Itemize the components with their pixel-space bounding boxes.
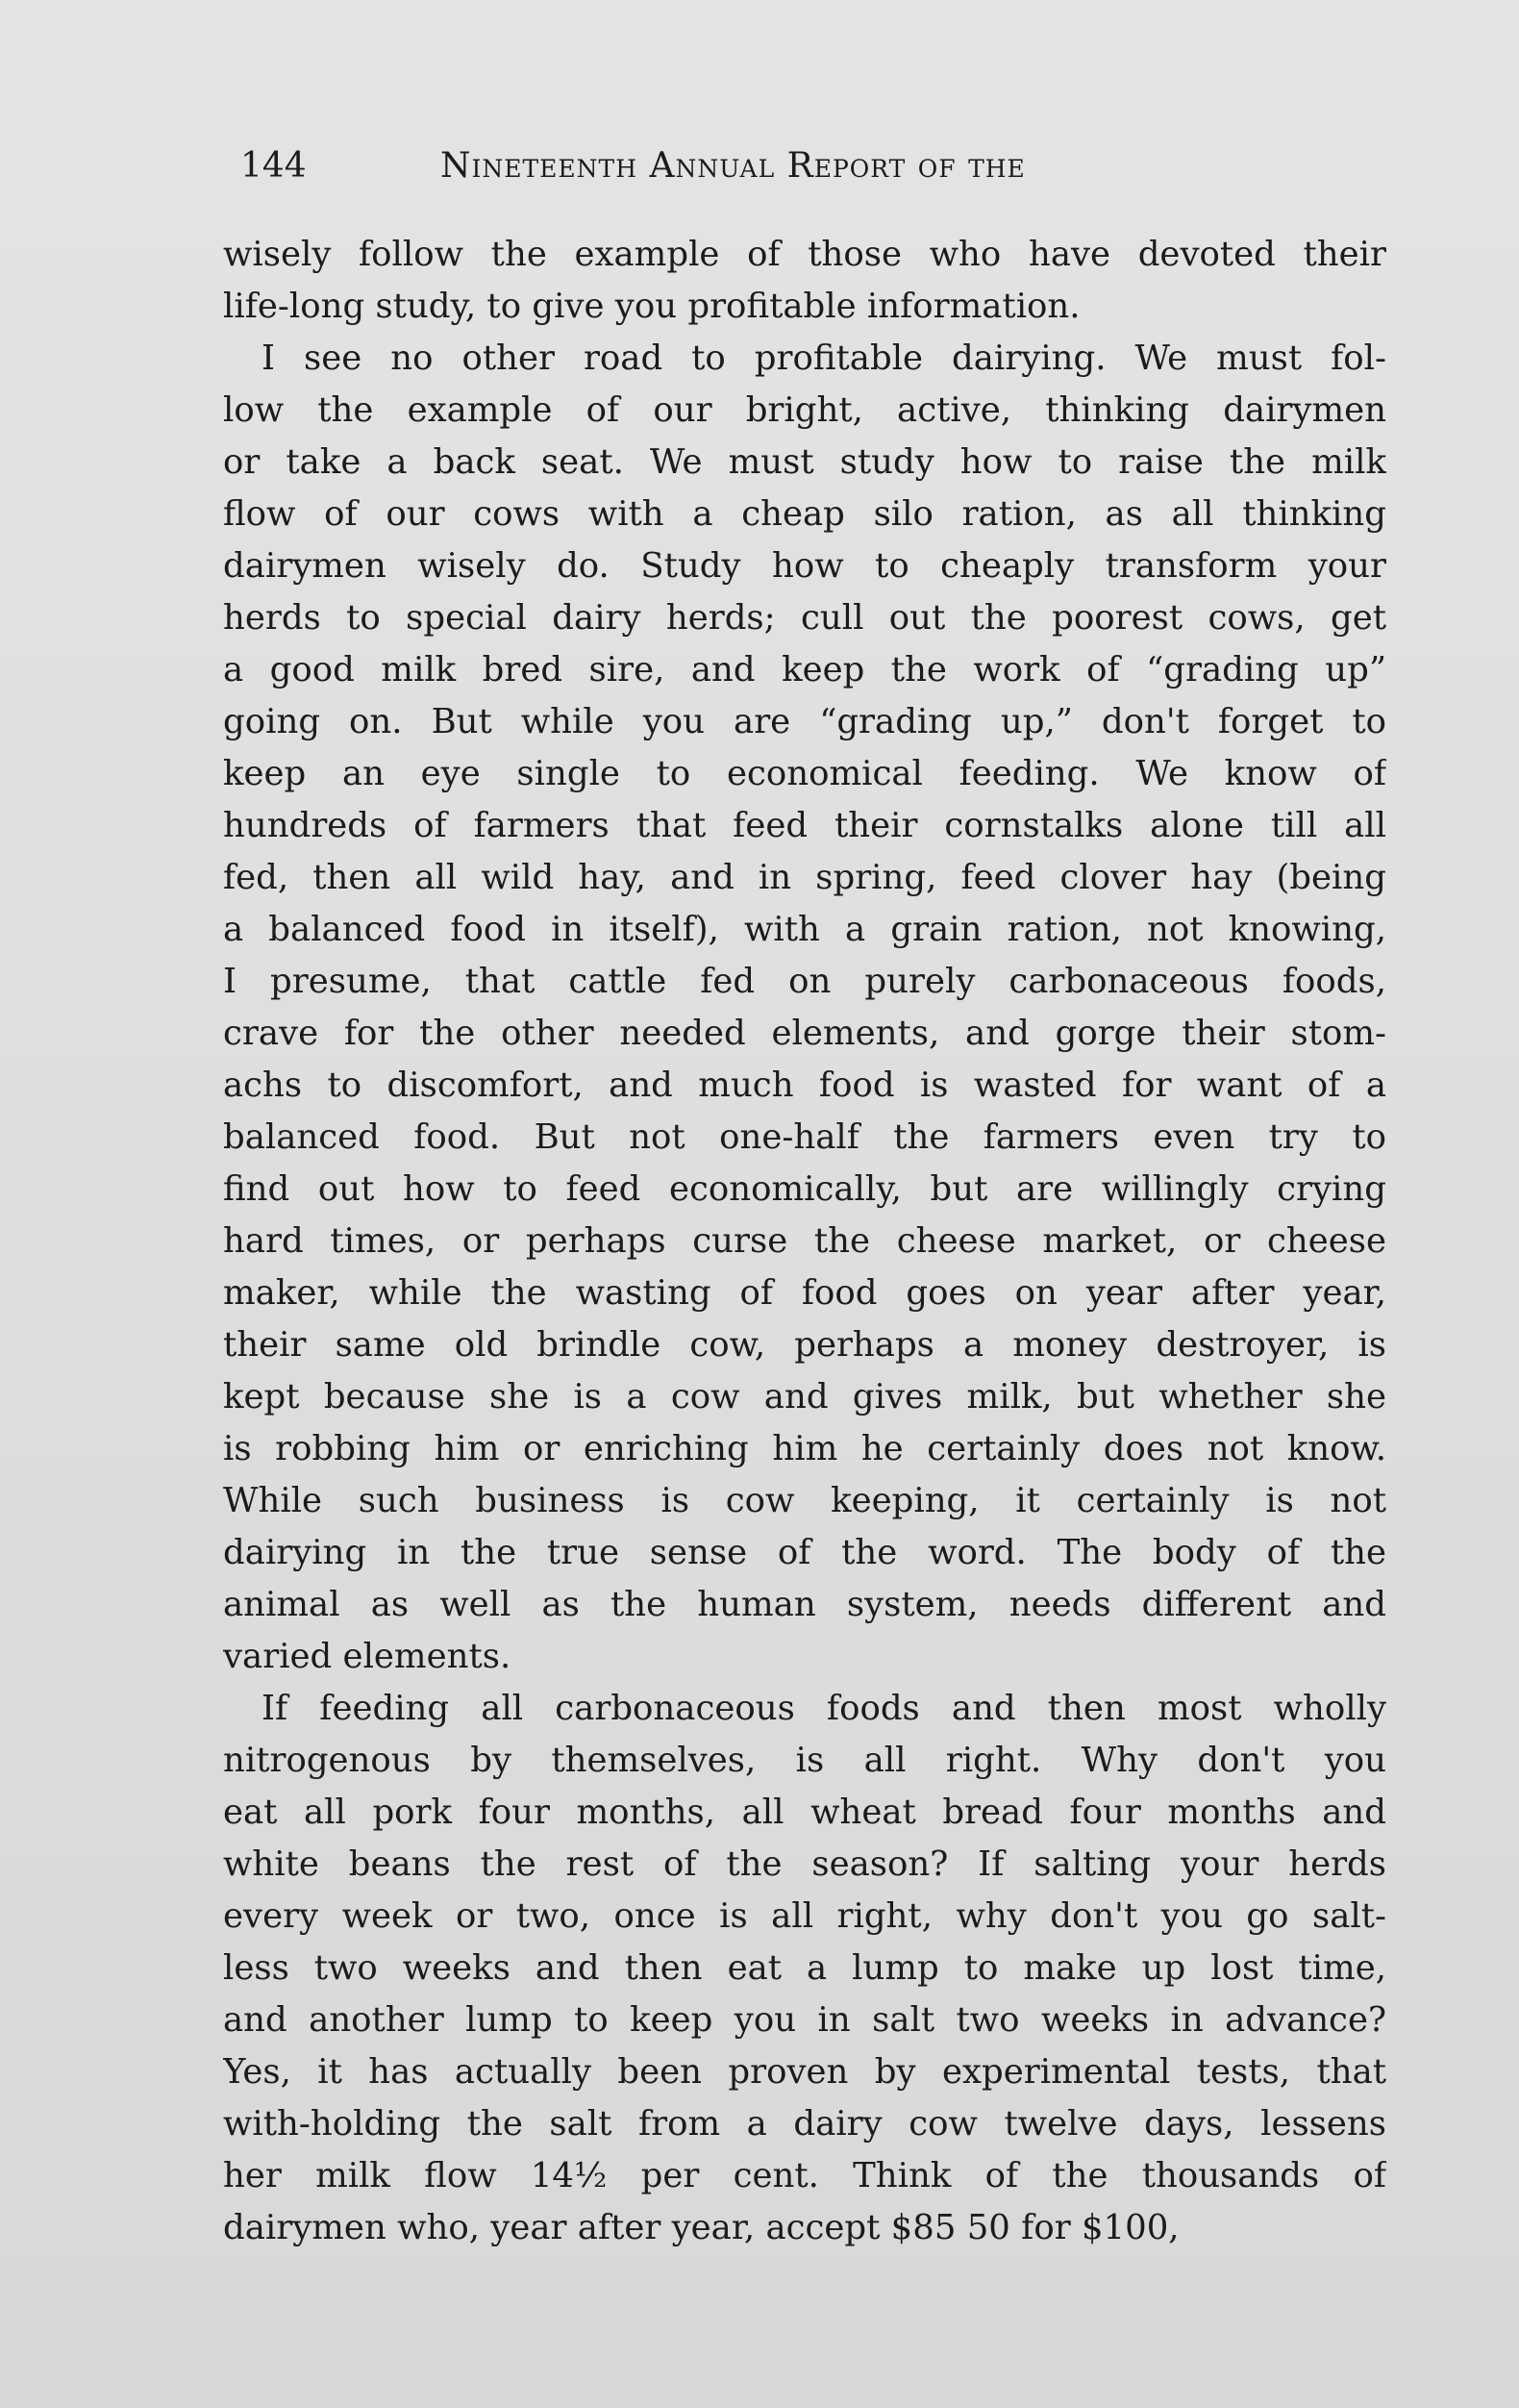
text-line: hard times, or perhaps curse the cheese market, or cheese xyxy=(223,1221,1386,1261)
text-line: While such business is cow keeping, it certainly is not xyxy=(223,1481,1386,1520)
text-line: herds to special dairy herds; cull out the poorest cows, get xyxy=(223,598,1386,638)
text-line: a balanced food in itself), with a grain ration, not knowing, xyxy=(223,910,1386,949)
paragraph xyxy=(223,333,1386,1683)
paragraph xyxy=(223,1683,1386,2254)
text-line: find out how to feed economically, but are willingly crying xyxy=(223,1169,1386,1209)
text-line: varied elements. xyxy=(223,1637,511,1676)
text-line: and another lump to keep you in salt two weeks in advance? xyxy=(223,2000,1386,2040)
text-line: maker, while the wasting of food goes on year after year, xyxy=(223,1273,1386,1313)
text-line: balanced food. But not one-half the farmers even try to xyxy=(223,1117,1386,1157)
text-line: dairying in the true sense of the word. The body of the xyxy=(223,1533,1386,1572)
text-line: Yes, it has actually been proven by experimental tests, that xyxy=(223,2052,1386,2092)
text-line: going on. But while you are “grading up,” don't forget to xyxy=(223,702,1386,741)
text-line: every week or two, once is all right, why don't you go salt- xyxy=(223,1896,1386,1936)
running-title: Nineteenth Annual Report of the xyxy=(440,146,1026,186)
text-line: is robbing him or enriching him he certainly does not know. xyxy=(223,1429,1386,1468)
text-line: kept because she is a cow and gives milk, but whether she xyxy=(223,1377,1386,1417)
paragraph xyxy=(223,229,1386,333)
text-line: If feeding all carbonaceous foods and then most wholly xyxy=(261,1689,1386,1728)
text-line: eat all pork four months, all wheat bread four months and xyxy=(223,1793,1386,1832)
body-text xyxy=(223,229,1386,2254)
text-line: low the example of our bright, active, thinking dairymen xyxy=(223,390,1386,430)
text-line: life-long study, to give you profitable information. xyxy=(223,287,1081,326)
text-line: achs to discomfort, and much food is wasted for want of a xyxy=(223,1066,1386,1105)
text-line: I presume, that cattle fed on purely carbonaceous foods, xyxy=(223,962,1386,1001)
text-line: keep an eye single to economical feeding. We know of xyxy=(223,754,1386,793)
text-line: nitrogenous by themselves, is all right. Why don't you xyxy=(223,1741,1386,1780)
text-line: a good milk bred sire, and keep the work of “grading up” xyxy=(223,650,1386,690)
text-line: or take a back seat. We must study how to raise the milk xyxy=(223,442,1386,482)
page-header xyxy=(240,139,1202,193)
text-line: white beans the rest of the season? If salting your herds xyxy=(223,1844,1386,1884)
text-line: dairymen wisely do. Study how to cheaply transform your xyxy=(223,546,1386,586)
text-line: animal as well as the human system, needs different and xyxy=(223,1585,1386,1624)
page-number: 144 xyxy=(240,146,307,186)
text-line: her milk flow 14½ per cent. Think of the thousands of xyxy=(223,2156,1386,2195)
text-line: hundreds of farmers that feed their cornstalks alone till all xyxy=(223,806,1386,845)
text-line: with-holding the salt from a dairy cow twelve days, lessens xyxy=(223,2104,1386,2144)
text-line: flow of our cows with a cheap silo ration, as all thinking xyxy=(223,494,1386,534)
text-line: dairymen who, year after year, accept $85 50 for $100, xyxy=(223,2208,1180,2247)
text-line: wisely follow the example of those who have devoted their xyxy=(223,235,1386,274)
text-line: less two weeks and then eat a lump to make up lost time, xyxy=(223,1948,1386,1988)
text-line: I see no other road to profitable dairying. We must fol- xyxy=(261,339,1386,378)
text-line: fed, then all wild hay, and in spring, feed clover hay (being xyxy=(223,858,1386,897)
text-line: their same old brindle cow, perhaps a money destroyer, is xyxy=(223,1325,1386,1365)
text-line: crave for the other needed elements, and gorge their stom- xyxy=(223,1014,1386,1053)
